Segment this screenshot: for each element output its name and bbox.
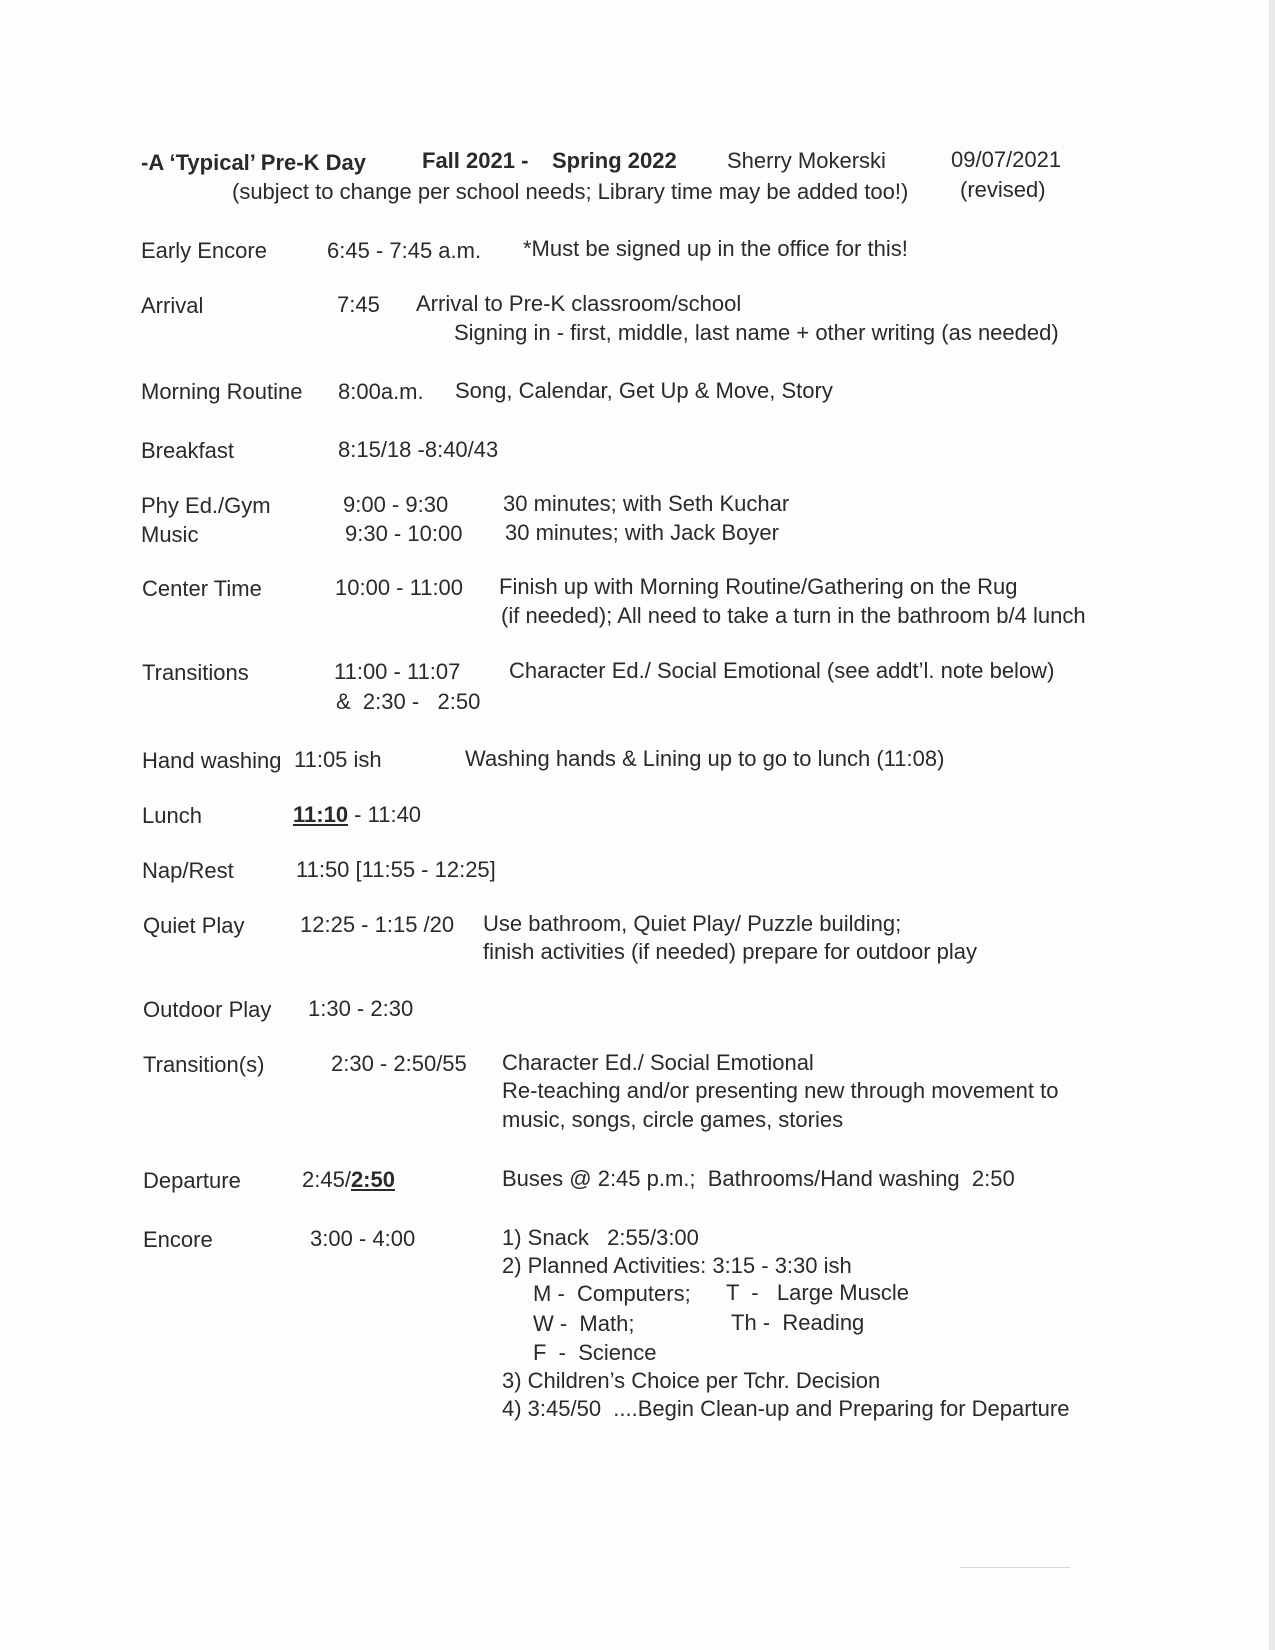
time-music: 9:30 - 10:00: [345, 521, 463, 546]
time-lunch-start: 11:10: [293, 802, 349, 827]
label-lunch: Lunch: [142, 803, 202, 828]
label-breakfast: Breakfast: [141, 438, 234, 463]
label-morning-routine: Morning Routine: [141, 379, 303, 404]
time-nap-rest: 11:50 [11:55 - 12:25]: [296, 857, 496, 882]
note-early-encore: *Must be signed up in the office for this!: [523, 236, 908, 261]
time-departure: [302, 1169, 395, 1191]
term-fall: Fall 2021 -: [422, 148, 529, 173]
time-lunch-end: - 11:40: [348, 802, 422, 827]
time-outdoor-play: 1:30 - 2:30: [308, 996, 414, 1021]
encore-wednesday: W - Math;: [533, 1311, 635, 1336]
revised-note: (revised): [960, 177, 1046, 202]
time-transitions-2: & 2:30 - 2:50: [336, 689, 481, 714]
scan-mark: [960, 1567, 1070, 1568]
time-early-encore: 6:45 - 7:45 a.m.: [327, 238, 482, 263]
label-encore: Encore: [143, 1227, 213, 1252]
time-encore: 3:00 - 4:00: [310, 1226, 416, 1251]
note-quiet-play-1: Use bathroom, Quiet Play/ Puzzle building;: [483, 911, 902, 936]
note-arrival-1: Arrival to Pre-K classroom/school: [416, 291, 742, 316]
encore-item-choice: 3) Children’s Choice per Tchr. Decision: [502, 1368, 881, 1393]
time-phy-ed: 9:00 - 9:30: [343, 492, 449, 517]
note-transitions-afternoon-3: music, songs, circle games, stories: [502, 1107, 844, 1132]
label-quiet-play: Quiet Play: [143, 913, 245, 938]
label-departure: Departure: [143, 1168, 241, 1193]
time-transitions-afternoon: 2:30 - 2:50/55: [331, 1051, 467, 1076]
term-spring: Spring 2022: [552, 148, 677, 173]
label-early-encore: Early Encore: [141, 238, 267, 263]
time-quiet-play: 12:25 - 1:15 /20: [300, 912, 455, 937]
page-edge-shadow: [1269, 0, 1275, 1650]
time-lunch: [293, 804, 421, 826]
note-arrival-2: Signing in - first, middle, last name + other writing (as needed): [454, 320, 1059, 345]
time-center-time: 10:00 - 11:00: [335, 575, 464, 600]
note-phy-ed: 30 minutes; with Seth Kuchar: [503, 491, 790, 516]
time-morning-routine: 8:00a.m.: [338, 379, 424, 404]
encore-tuesday: T - Large Muscle: [726, 1280, 909, 1305]
encore-monday: M - Computers;: [533, 1281, 691, 1306]
note-hand-washing: Washing hands & Lining up to go to lunch (11:08): [465, 746, 945, 771]
time-departure-buses: 2:45/: [302, 1167, 351, 1192]
label-outdoor-play: Outdoor Play: [143, 997, 272, 1022]
note-transitions-afternoon-2: Re-teaching and/or presenting new through movement to: [502, 1078, 1059, 1103]
note-departure: Buses @ 2:45 p.m.; Bathrooms/Hand washing 2:50: [502, 1166, 1015, 1191]
label-music: Music: [141, 522, 199, 547]
time-arrival: 7:45: [337, 292, 380, 317]
encore-thursday: Th - Reading: [731, 1310, 865, 1335]
note-center-time-1: Finish up with Morning Routine/Gathering on the Rug: [499, 574, 1018, 599]
document-date: 09/07/2021: [951, 147, 1062, 172]
time-breakfast: 8:15/18 -8:40/43: [338, 437, 499, 462]
note-center-time-2: (if needed); All need to take a turn in the bathroom b/4 lunch: [501, 603, 1086, 628]
note-morning-routine: Song, Calendar, Get Up & Move, Story: [455, 378, 833, 403]
label-center-time: Center Time: [142, 576, 262, 601]
label-nap-rest: Nap/Rest: [142, 858, 234, 883]
label-arrival: Arrival: [141, 293, 204, 318]
note-transitions: Character Ed./ Social Emotional (see addt’l. note below): [509, 658, 1055, 683]
document-title: -A ‘Typical’ Pre-K Day: [141, 150, 366, 175]
note-music: 30 minutes; with Jack Boyer: [505, 520, 779, 545]
label-transitions-afternoon: Transition(s): [143, 1052, 265, 1077]
encore-item-snack: 1) Snack 2:55/3:00: [502, 1225, 699, 1250]
label-transitions: Transitions: [142, 660, 249, 685]
note-transitions-afternoon-1: Character Ed./ Social Emotional: [502, 1050, 814, 1075]
time-transitions-1: 11:00 - 11:07: [334, 659, 461, 684]
encore-item-planned: 2) Planned Activities: 3:15 - 3:30 ish: [502, 1253, 852, 1278]
encore-friday: F - Science: [533, 1340, 657, 1365]
time-departure-final: 2:50: [350, 1167, 395, 1192]
label-phy-ed: Phy Ed./Gym: [141, 493, 271, 518]
note-quiet-play-2: finish activities (if needed) prepare for outdoor play: [483, 939, 978, 964]
time-hand-washing: 11:05 ish: [294, 747, 382, 772]
author-name: Sherry Mokerski: [727, 148, 886, 173]
encore-item-cleanup: 4) 3:45/50 ....Begin Clean-up and Preparing for Departure: [502, 1396, 1070, 1421]
subtitle-note: (subject to change per school needs; Library time may be added too!): [232, 179, 909, 204]
label-hand-washing: Hand washing: [142, 748, 282, 773]
